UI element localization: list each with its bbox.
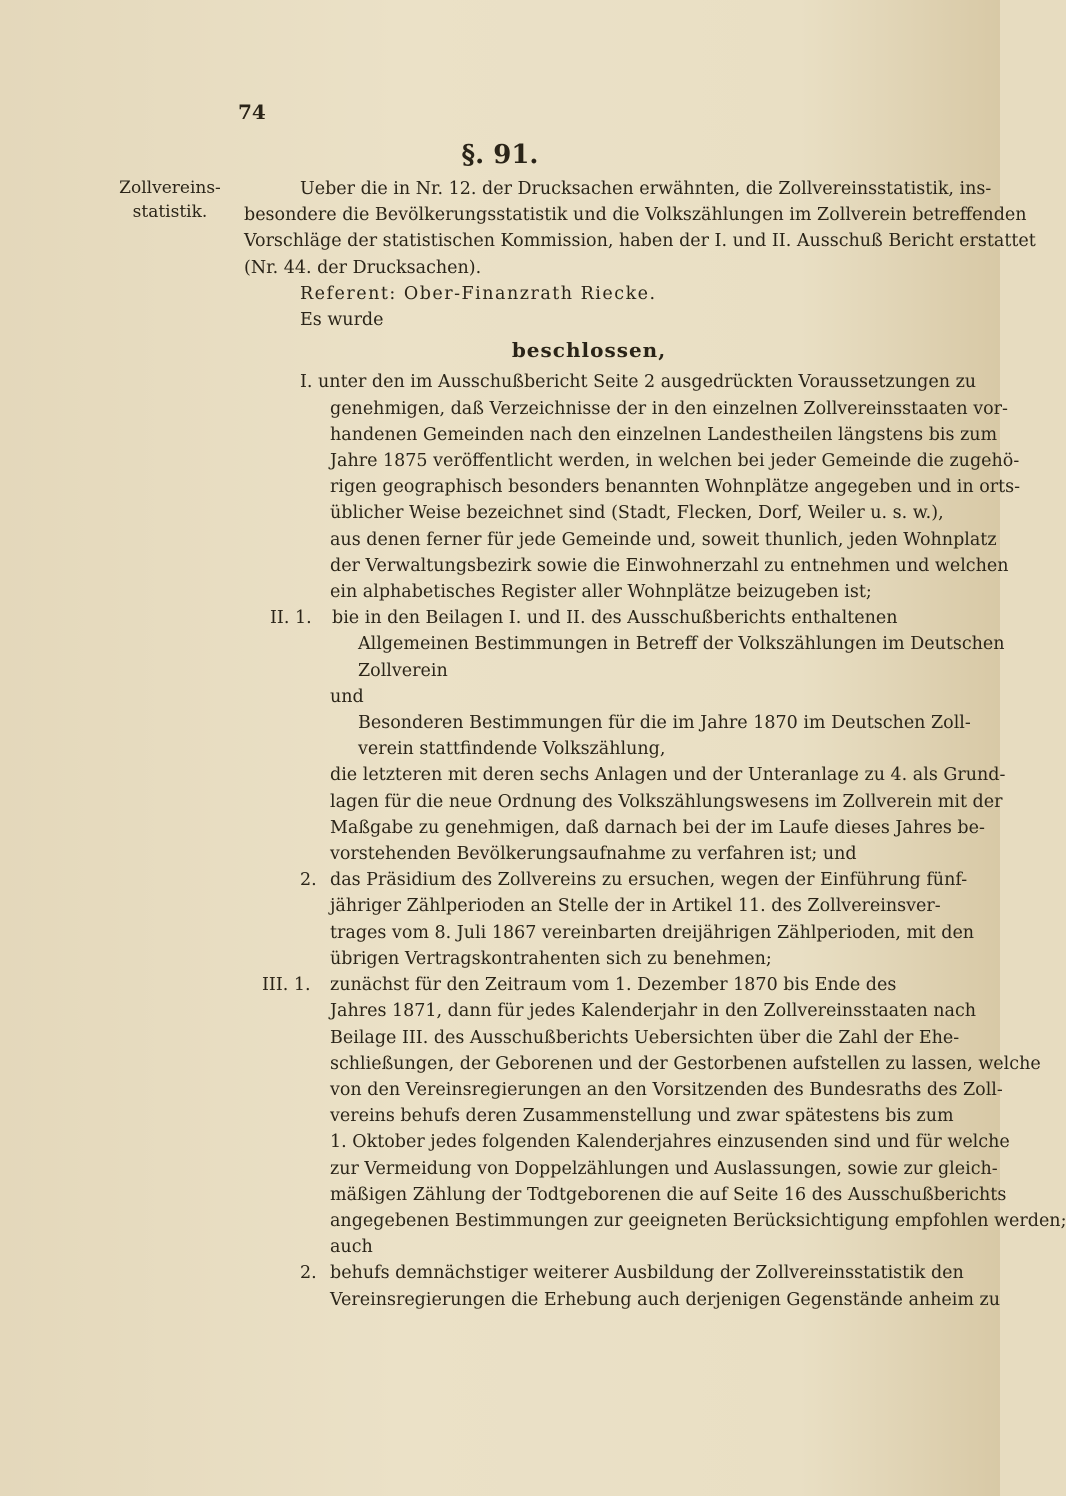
item-II-1c-line: vorstehenden Bevölkerungsaufnahme zu verfahren ist; und xyxy=(330,844,857,865)
item-II-1b-line: verein stattfindende Volkszählung, xyxy=(358,739,666,760)
item-II-2-label: 2. xyxy=(300,870,317,891)
item-III-1-line: Jahres 1871, dann für jedes Kalenderjahr in den Zollvereinsstaaten nach xyxy=(330,1001,977,1022)
und-line: und xyxy=(330,686,364,707)
item-II-1b-line: Besonderen Bestimmungen für die im Jahre 1870 im Deutschen Zoll- xyxy=(358,713,971,734)
item-III-1-label: III. 1. xyxy=(262,975,311,996)
item-I-line: der Verwaltungsbezirk sowie die Einwohnerzahl zu entnehmen und welchen xyxy=(330,555,1009,576)
item-I-line: aus denen ferner für jede Gemeinde und, soweit thunlich, jeden Wohnplatz xyxy=(330,529,997,550)
document-body xyxy=(244,176,1066,1313)
section-heading: §. 91. xyxy=(461,140,539,170)
item-III-1-line: schließungen, der Geborenen und der Gestorbenen aufstellen zu lassen, welche xyxy=(330,1053,1041,1074)
item-I-line: üblicher Weise bezeichnet sind (Stadt, Flecken, Dorf, Weiler u. s. w.), xyxy=(330,503,944,524)
item-II-1-line: Allgemeinen Bestimmungen in Betreff der Volkszählungen im Deutschen xyxy=(358,634,1005,655)
item-II-1-text: bie in den Beilagen I. und II. des Ausschußberichts enthaltenen xyxy=(332,608,898,629)
item-I-line: handenen Gemeinden nach den einzelnen Landestheilen längstens bis zum xyxy=(330,424,998,445)
beschlossen-heading: beschlossen, xyxy=(511,338,667,363)
intro-line: (Nr. 44. der Drucksachen). xyxy=(244,257,482,278)
referent-line: Referent: Ober-Finanzrath Riecke. xyxy=(300,283,657,304)
item-I-line: rigen geographisch besonders benannten Wohnplätze angegeben und in orts- xyxy=(330,477,1021,498)
item-III-2-label: 2. xyxy=(300,1263,317,1284)
item-III-1-line: auch xyxy=(330,1237,373,1258)
item-II-2-line xyxy=(244,867,968,893)
item-III-2-text: behufs demnächstiger weiterer Ausbildung der Zollvereinsstatistik den xyxy=(330,1263,964,1284)
margin-note-line: statistik. xyxy=(132,202,208,222)
item-I-line: Jahre 1875 veröffentlicht werden, in welchen bei jeder Gemeinde die zugehö- xyxy=(330,451,1020,472)
margin-note xyxy=(110,176,230,224)
item-I-line: genehmigen, daß Verzeichnisse der in den einzelnen Zollvereinsstaaten vor- xyxy=(330,398,1008,419)
item-II-2-line: übrigen Vertragskontrahenten sich zu benehmen; xyxy=(330,948,772,969)
item-II-1c-line: lagen für die neue Ordnung des Volkszählungswesens im Zollverein mit der xyxy=(330,791,1003,812)
item-III-1-line: mäßigen Zählung der Todtgeborenen die auf Seite 16 des Ausschußberichts xyxy=(330,1184,1007,1205)
item-I-line: I. unter den im Ausschußbericht Seite 2 ausgedrückten Voraussetzungen zu xyxy=(300,372,977,393)
item-II-1-line: Zollverein xyxy=(358,660,448,681)
item-II-1c-line: die letzteren mit deren sechs Anlagen und der Unteranlage zu 4. als Grund- xyxy=(330,765,1006,786)
item-II-2-line: jähriger Zählperioden an Stelle der in Artikel 11. des Zollvereinsver- xyxy=(330,896,941,917)
es-wurde: Es wurde xyxy=(300,310,384,331)
item-I-line: ein alphabetisches Register aller Wohnplätze beizugeben ist; xyxy=(330,582,872,603)
item-II-2-line: trages vom 8. Juli 1867 vereinbarten dreijährigen Zählperioden, mit den xyxy=(330,922,975,943)
item-III-1-line: angegebenen Bestimmungen zur geeigneten Berücksichtigung empfohlen werden; xyxy=(330,1210,1066,1231)
margin-note-line: Zollvereins- xyxy=(119,178,221,198)
item-III-1-line: zur Vermeidung von Doppelzählungen und Auslassungen, sowie zur gleich- xyxy=(330,1158,998,1179)
item-III-1-line: vereins behufs deren Zusammenstellung und zwar spätestens bis zum xyxy=(330,1106,954,1127)
intro-line: Ueber die in Nr. 12. der Drucksachen erwähnten, die Zollvereinsstatistik, ins- xyxy=(300,179,992,199)
item-II-2-text: das Präsidium des Zollvereins zu ersuchen, wegen der Einführung fünf- xyxy=(330,870,968,891)
intro-line: Vorschläge der statistischen Kommission, haben der I. und II. Ausschuß Bericht erstattet xyxy=(244,231,1036,252)
page-number: 74 xyxy=(238,100,266,124)
item-II-1-line xyxy=(244,605,934,631)
item-III-1-line: 1. Oktober jedes folgenden Kalenderjahres einzusenden sind und für welche xyxy=(330,1132,1010,1153)
item-II-1c-line: Maßgabe zu genehmigen, daß darnach bei der im Laufe dieses Jahres be- xyxy=(330,817,985,838)
item-II-1-label: II. 1. xyxy=(270,608,312,629)
item-III-1-line xyxy=(244,972,934,998)
item-III-1-text: zunächst für den Zeitraum vom 1. Dezember 1870 bis Ende des xyxy=(330,975,897,996)
intro-line: besondere die Bevölkerungsstatistik und die Volkszählungen im Zollverein betreffenden xyxy=(244,205,1027,226)
item-III-1-line: von den Vereinsregierungen an den Vorsitzenden des Bundesraths des Zoll- xyxy=(330,1079,1003,1100)
item-III-2-line xyxy=(244,1260,964,1286)
item-III-2-line: Vereinsregierungen die Erhebung auch derjenigen Gegenstände anheim zu xyxy=(330,1289,1001,1310)
item-III-1-line: Beilage III. des Ausschußberichts Uebersichten über die Zahl der Ehe- xyxy=(330,1027,960,1048)
